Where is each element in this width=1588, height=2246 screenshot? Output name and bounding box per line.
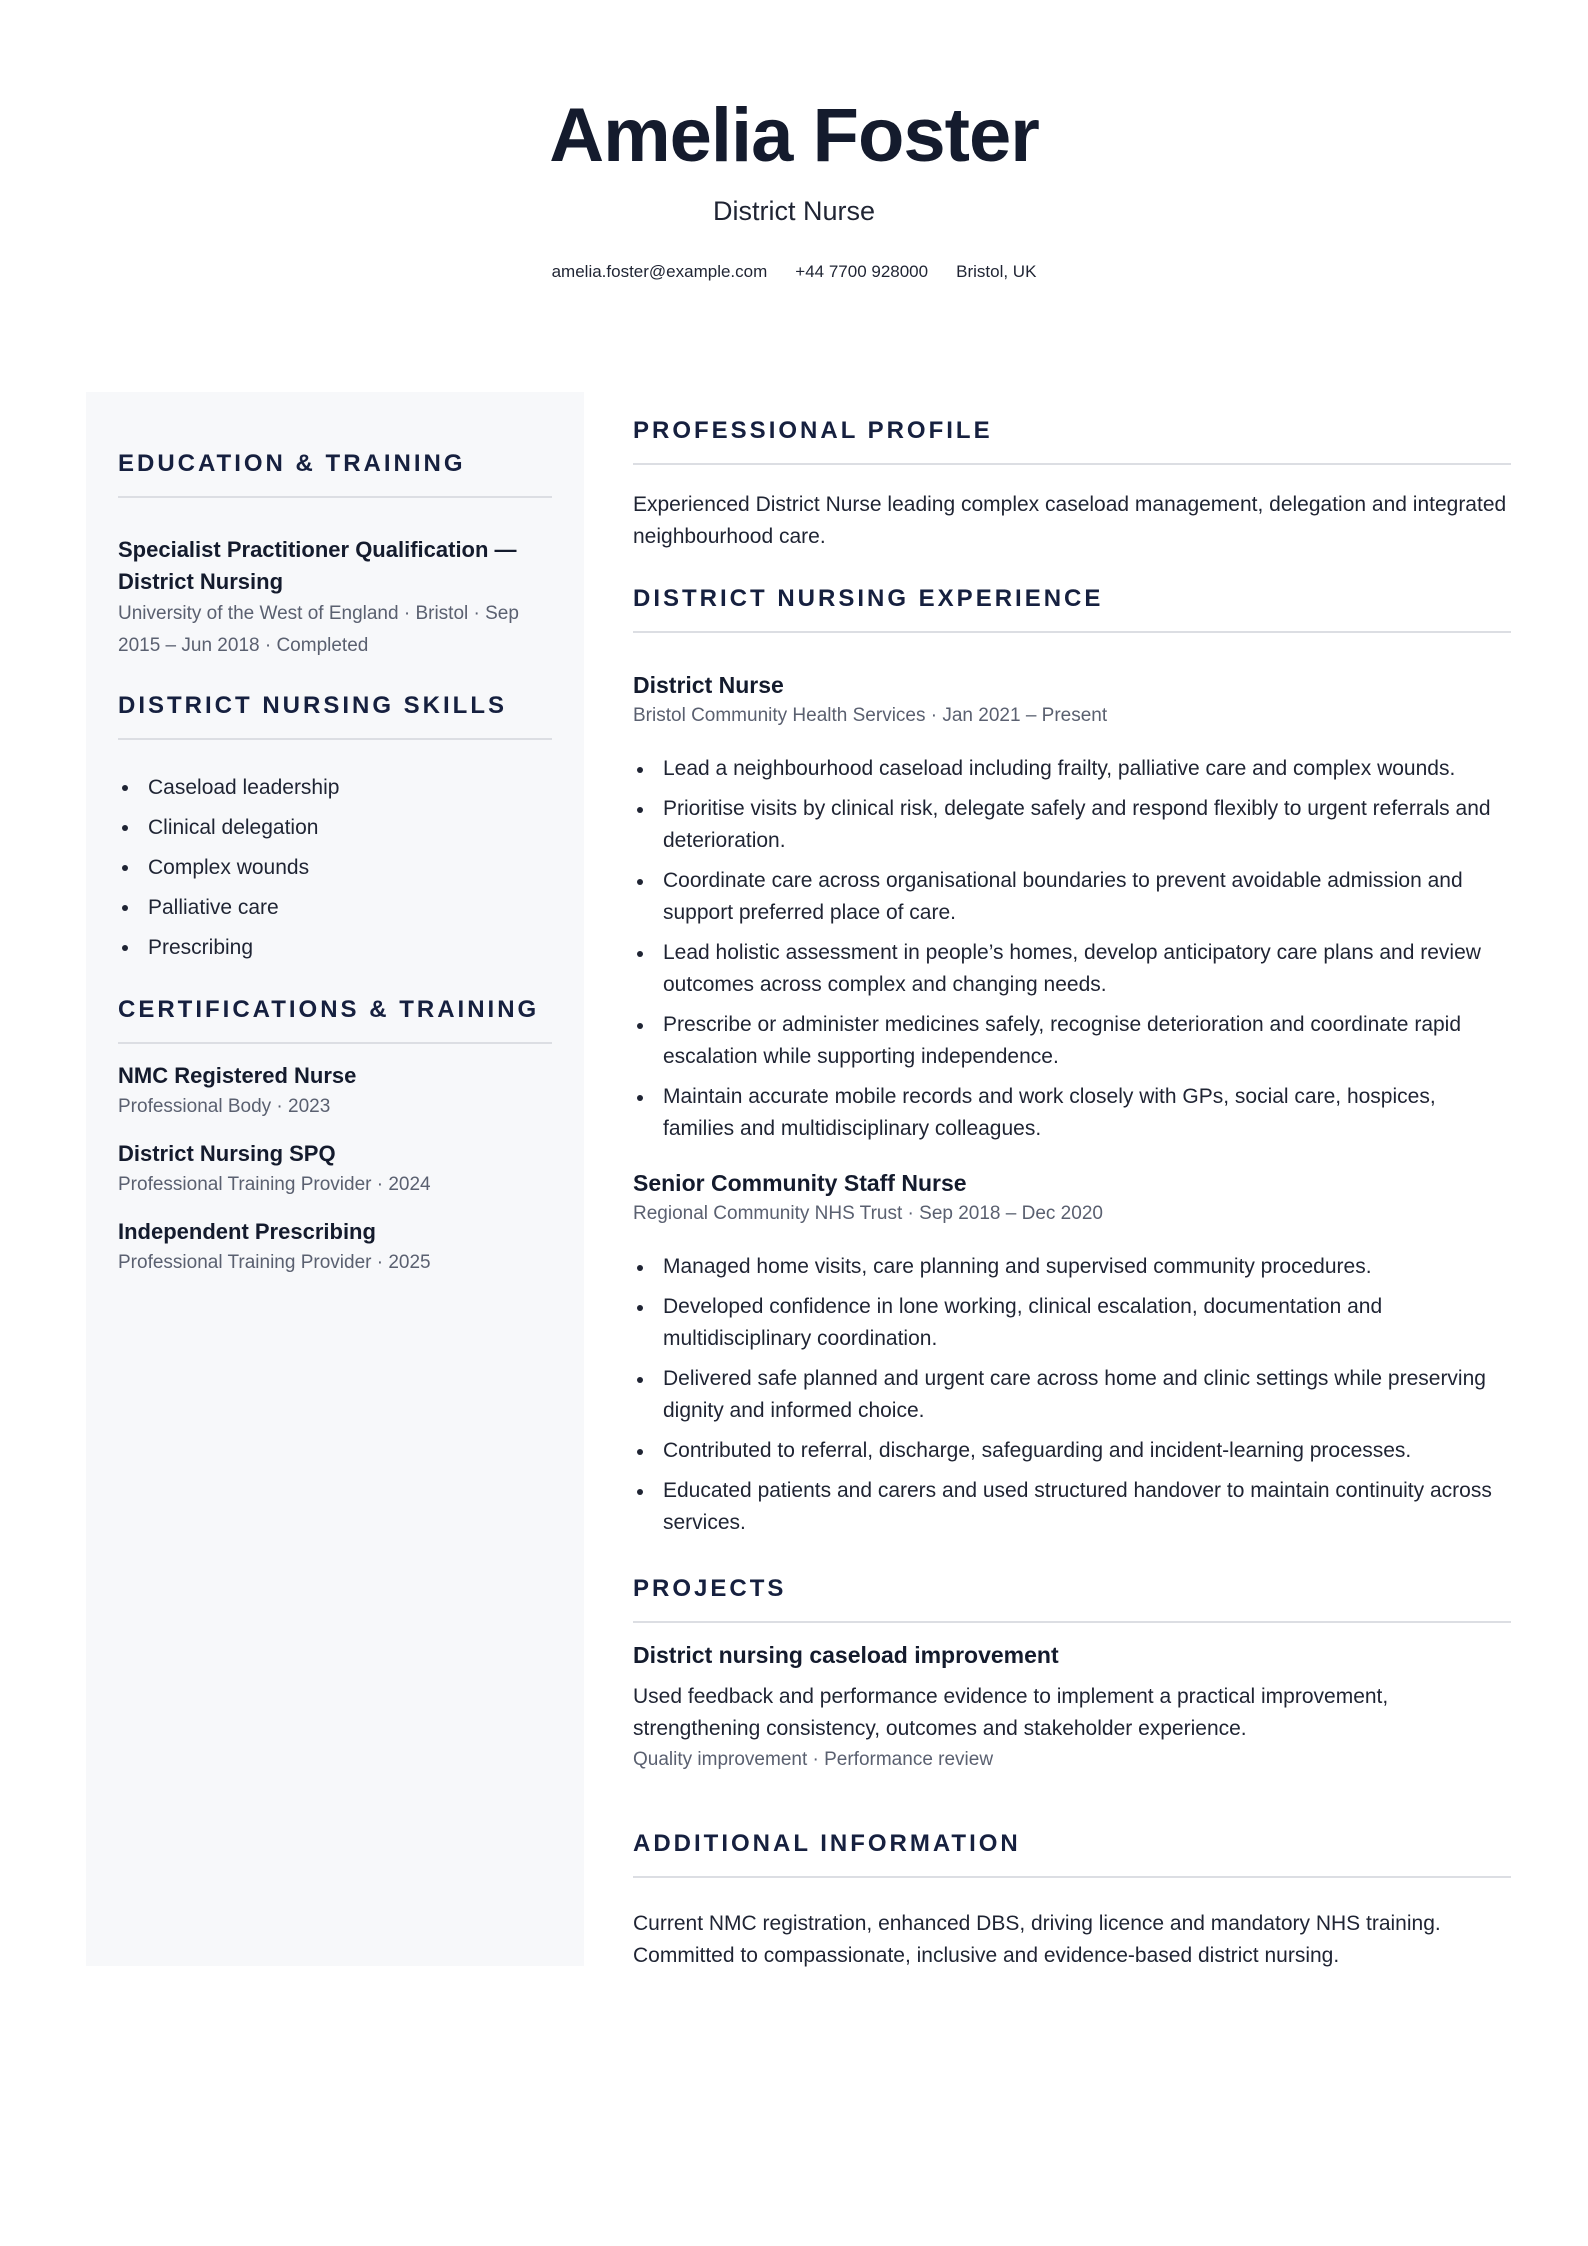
list-item: Coordinate care across organisational boundaries to prevent avoidable admission and support preferred place of care. [633, 865, 1511, 929]
job-bullets [633, 1251, 1511, 1539]
project-text: Used feedback and performance evidence to implement a practical improvement, strengthening consistency, outcomes and stakeholder experience. [633, 1685, 1389, 1740]
contact-location: Bristol, UK [956, 262, 1037, 281]
certification-entry [118, 1138, 552, 1200]
certification-meta: Professional Training Provider · 2024 [118, 1174, 431, 1195]
section-divider [633, 463, 1511, 465]
additional-text: Current NMC registration, enhanced DBS, driving licence and mandatory NHS training. Committed to compassionate, inclusive and evidence-based district nursing. [633, 1912, 1441, 1967]
education-entry-meta: University of the West of England · Bristol · Sep 2015 – Jun 2018 · Completed [118, 603, 519, 656]
certifications-title: CERTIFICATIONS & TRAINING [118, 996, 540, 1023]
project-entry [633, 1639, 1511, 1775]
section-divider [118, 496, 552, 498]
project-tags: Quality improvement · Performance review [633, 1749, 994, 1770]
additional-section [633, 1830, 1511, 1972]
job-entry [633, 669, 1511, 1145]
list-item: Prioritise visits by clinical risk, delegate safely and respond flexibly to urgent referrals and deterioration. [633, 793, 1511, 857]
list-item: Palliative care [118, 888, 552, 928]
certification-title: Independent Prescribing [118, 1219, 376, 1244]
certification-entry [118, 1216, 552, 1278]
section-divider [633, 1621, 1511, 1623]
certification-meta: Professional Training Provider · 2025 [118, 1252, 431, 1273]
projects-title: PROJECTS [633, 1575, 787, 1602]
candidate-name: Amelia Foster [549, 93, 1039, 178]
list-item: Educated patients and carers and used structured handover to maintain continuity across services. [633, 1475, 1511, 1539]
list-item: Complex wounds [118, 848, 552, 888]
sidebar [86, 392, 584, 1966]
profile-title: PROFESSIONAL PROFILE [633, 417, 993, 444]
list-item: Lead holistic assessment in people’s homes, develop anticipatory care plans and review outcomes across complex and changing needs. [633, 937, 1511, 1001]
education-entry-title: Specialist Practitioner Qualification — District Nursing [118, 537, 517, 594]
candidate-role: District Nurse [712, 196, 875, 226]
section-divider [118, 738, 552, 740]
certification-title: NMC Registered Nurse [118, 1063, 357, 1088]
list-item: Lead a neighbourhood caseload including frailty, palliative care and complex wounds. [633, 753, 1511, 785]
contact-phone[interactable]: +44 7700 928000 [795, 262, 929, 281]
list-item: Prescribing [118, 928, 552, 968]
list-item: Prescribe or administer medicines safely, recognise deterioration and coordinate rapid escalation while supporting independence. [633, 1009, 1511, 1073]
job-bullets [633, 753, 1511, 1145]
list-item: Managed home visits, care planning and supervised community procedures. [633, 1251, 1511, 1283]
job-meta: Bristol Community Health Services · Jan 2021 – Present [633, 705, 1108, 726]
skills-section [118, 692, 552, 968]
contact-email[interactable]: amelia.foster@example.com [551, 262, 768, 281]
skills-title: DISTRICT NURSING SKILLS [118, 692, 508, 719]
project-title: District nursing caseload improvement [633, 1642, 1059, 1668]
list-item: Clinical delegation [118, 808, 552, 848]
contact-line [0, 262, 1588, 282]
job-meta: Regional Community NHS Trust · Sep 2018 – Dec 2020 [633, 1203, 1103, 1224]
skills-list [118, 768, 552, 968]
experience-title: DISTRICT NURSING EXPERIENCE [633, 585, 1104, 612]
list-item: Contributed to referral, discharge, safeguarding and incident-learning processes. [633, 1435, 1511, 1467]
list-item: Developed confidence in lone working, clinical escalation, documentation and multidisciplinary coordination. [633, 1291, 1511, 1355]
list-item: Maintain accurate mobile records and work closely with GPs, social care, hospices, families and multidisciplinary colleagues. [633, 1081, 1511, 1145]
section-divider [118, 1042, 552, 1044]
certifications-section [118, 996, 552, 1278]
certification-entry [118, 1060, 552, 1122]
certification-meta: Professional Body · 2023 [118, 1096, 331, 1117]
job-entry [633, 1167, 1511, 1539]
section-divider [633, 631, 1511, 633]
section-divider [633, 1876, 1511, 1878]
education-title: EDUCATION & TRAINING [118, 450, 466, 477]
additional-title: ADDITIONAL INFORMATION [633, 1830, 1021, 1857]
experience-section [633, 585, 1511, 1547]
projects-section [633, 1575, 1511, 1775]
profile-text: Experienced District Nurse leading complex caseload management, delegation and integrated neighbourhood care. [633, 493, 1507, 548]
list-item: Caseload leadership [118, 768, 552, 808]
education-section [118, 450, 552, 662]
job-title: Senior Community Staff Nurse [633, 1170, 967, 1196]
education-entry [118, 534, 552, 662]
certification-title: District Nursing SPQ [118, 1141, 336, 1166]
list-item: Delivered safe planned and urgent care across home and clinic settings while preserving dignity and informed choice. [633, 1363, 1511, 1427]
job-title: District Nurse [633, 672, 784, 698]
profile-section [633, 417, 1511, 553]
